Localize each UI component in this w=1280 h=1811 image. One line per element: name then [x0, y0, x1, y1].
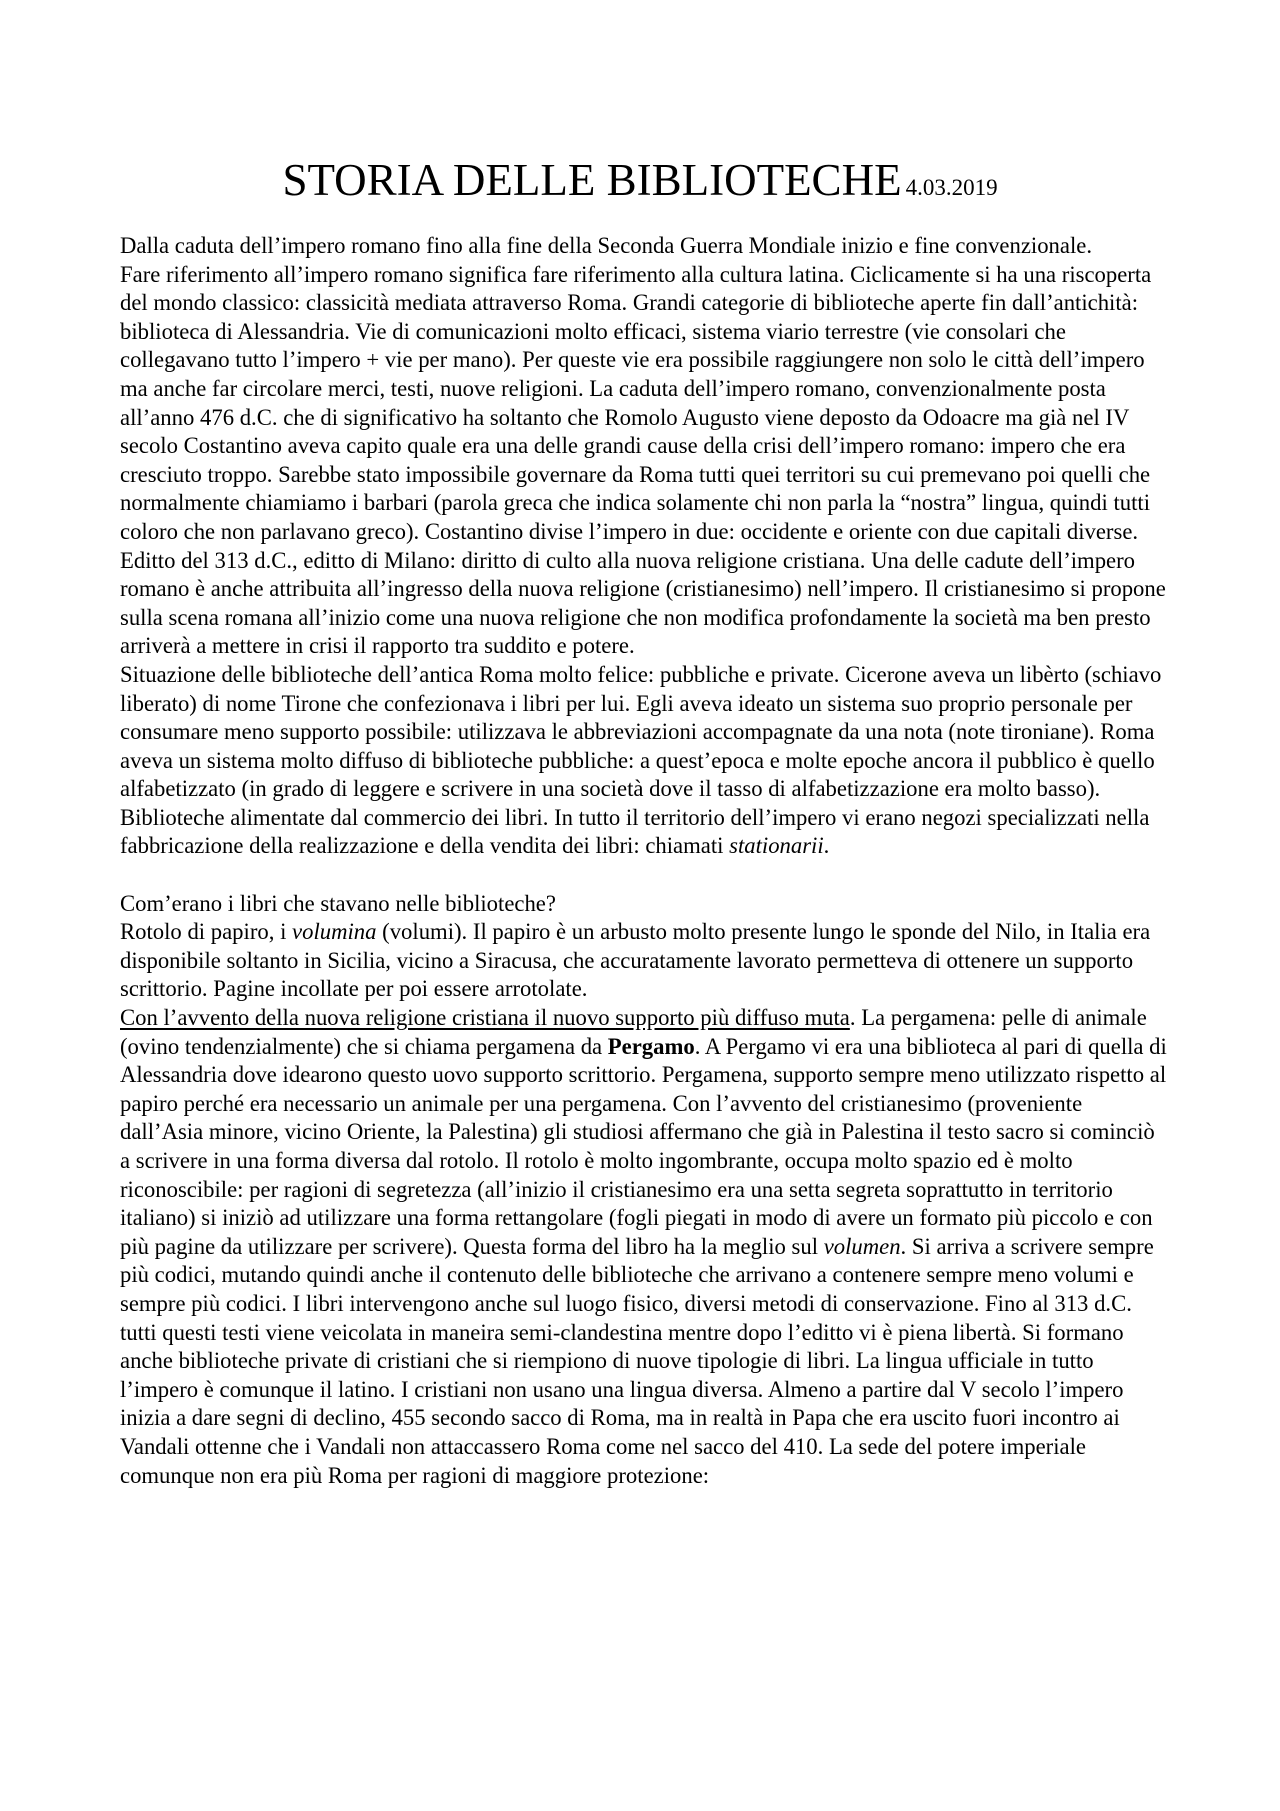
text-run: . Si arriva a scrivere sempre più codici, mutando quindi anche il contenuto delle biblioteche che arrivano a contenere sempre meno volumi e sempre più codici. I libri intervengono anche sul luogo fisico, diversi metodi di conservazione. Fino al 313 d.C. tutti questi testi viene veicolata in maneira semi-clandestina mentre dopo l’editto vi è piena libertà. Si formano anche biblioteche private di cristiani che si riempiono di nuove tipologie di libri. La lingua ufficiale in tutto l’impero è comunque il latino. I cristiani non usano una lingua diversa. Almeno a partire dal V secolo l’impero inizia a dare segni di declino, 455 secondo sacco di Roma, ma in realtà in Papa che era uscito fuori incontro ai Vandali ottenne che i Vandali non attaccassero Roma come nel sacco del 410. La sede del potere imperiale comunque non era più Roma per ragioni di maggiore protezione: — [120, 1233, 1154, 1488]
italic-term: stationarii — [729, 833, 824, 859]
title-main: STORIA DELLE BIBLIOTECHE — [282, 155, 902, 205]
text-run: . La pergamena: pelle di animale (ovino tendenzialmente) che si chiama pergamena da — [120, 1005, 1147, 1059]
document-body — [120, 232, 1170, 1490]
text-run: Rotolo di papiro, i — [120, 919, 293, 945]
paragraph-pergamena — [120, 1004, 1170, 1490]
text-run: (volumi). Il papiro è un arbusto molto presente lungo le sponde del Nilo, in Italia era disponibile soltanto in Sicilia, vicino a Siracusa, che accuratamente lavorato permetteva di ottenere un supporto scrittorio. Pagine incollate per poi essere arrotolate. — [120, 919, 1151, 1002]
paragraph-biblioteche-roma — [120, 661, 1170, 861]
text-run: . — [823, 833, 830, 859]
bold-term: Pergamo — [607, 1033, 695, 1059]
text-run: Situazione delle biblioteche dell’antica Roma molto felice: pubbliche e private. Cicerone aveva un libèrto (schiavo liberato) di nome Tirone che confezionava i libri per lui. Egli aveva ideato un sistema suo proprio personale per consumare meno supporto possibile: utilizzava le abbreviazioni accompagnate da una nota (note tironiane). Roma aveva un sistema molto diffuso di biblioteche pubbliche: a quest’epoca e molte epoche ancora il pubblico è quello alfabetizzato (in grado di leggere e scrivere in una società dove il tasso di alfabetizzazione era molto basso). Biblioteche alimentate dal commercio dei libri. In tutto il territorio dell’impero vi erano negozi specializzati nella fabbricazione della realizzazione e della vendita dei libri: chiamati — [120, 661, 1162, 859]
page-title — [0, 154, 1280, 206]
paragraph-intro: Dalla caduta dell’impero romano fino alla fine della Seconda Guerra Mondiale inizio e fine convenzionale. — [120, 233, 1093, 258]
paragraph-impero-romano: Fare riferimento all’impero romano significa fare riferimento alla cultura latina. Ciclicamente si ha una riscoperta del mondo classico: classicità mediata attraverso Roma. Grandi categorie di biblioteche aperte fin dall’antichità: biblioteca di Alessandria. Vie di comunicazioni molto efficaci, sistema viario terrestre (vie consolari che collegavano tutto l’impero + vie per mano). Per queste vie era possibile raggiungere non solo le città dell’impero ma anche far circolare merci, testi, nuove religioni. La caduta dell’impero romano, convenzionalmente posta all’anno 476 d.C. che di significativo ha soltanto che Romolo Augusto viene deposto da Odoacre ma già nel IV secolo Costantino aveva capito quale era una delle grandi cause della crisi dell’impero romano: impero che era cresciuto troppo. Sarebbe stato impossibile governare da Roma tutti quei territori su cui premevano poi quelli che normalmente chiamiamo i barbari (parola greca che indica solamente chi non parla la “nostra” lingua, quindi tutti coloro che non parlavano greco). Costantino divise l’impero in due: occidente e oriente con due capitali diverse. Editto del 313 d.C., editto di Milano: diritto di culto alla nuova religione cristiana. Una delle cadute dell’impero romano è anche attribuita all’ingresso della nuova religione (cristianesimo) nell’impero. Il cristianesimo si propone sulla scena romana all’inizio come una nuova religione che non modifica profondamente la società ma ben presto arriverà a mettere in crisi il rapporto tra suddito e potere. — [120, 261, 1166, 659]
italic-term: volumen — [823, 1233, 901, 1259]
blank-line — [120, 861, 1170, 890]
paragraph-papiro — [120, 918, 1170, 1004]
title-date: 4.03.2019 — [905, 175, 998, 200]
paragraph-question: Com’erano i libri che stavano nelle biblioteche? — [120, 890, 556, 916]
italic-term: volumina — [292, 919, 377, 945]
underlined-sentence: Con l’avvento della nuova religione cristiana il nuovo supporto più diffuso muta — [120, 1005, 850, 1031]
text-run: . A Pergamo vi era una biblioteca al pari di quella di Alessandria dove idearono questo uovo supporto scrittorio. Pergamena, supporto sempre meno utilizzato rispetto al papiro perché era necessario un animale per una pergamena. Con l’avvento del cristianesimo (proveniente dall’Asia minore, vicino Oriente, la Palestina) gli studiosi affermano che già in Palestina il testo sacro si cominciò a scrivere in una forma diversa dal rotolo. Il rotolo è molto ingombrante, occupa molto spazio ed è molto riconoscibile: per ragioni di segretezza (all’inizio il cristianesimo era una setta segreta soprattutto in territorio italiano) si iniziò ad utilizzare una forma rettangolare (fogli piegati in modo di avere un formato più piccolo e con più pagine da utilizzare per scrivere). Questa forma del libro ha la meglio sul — [120, 1033, 1167, 1259]
